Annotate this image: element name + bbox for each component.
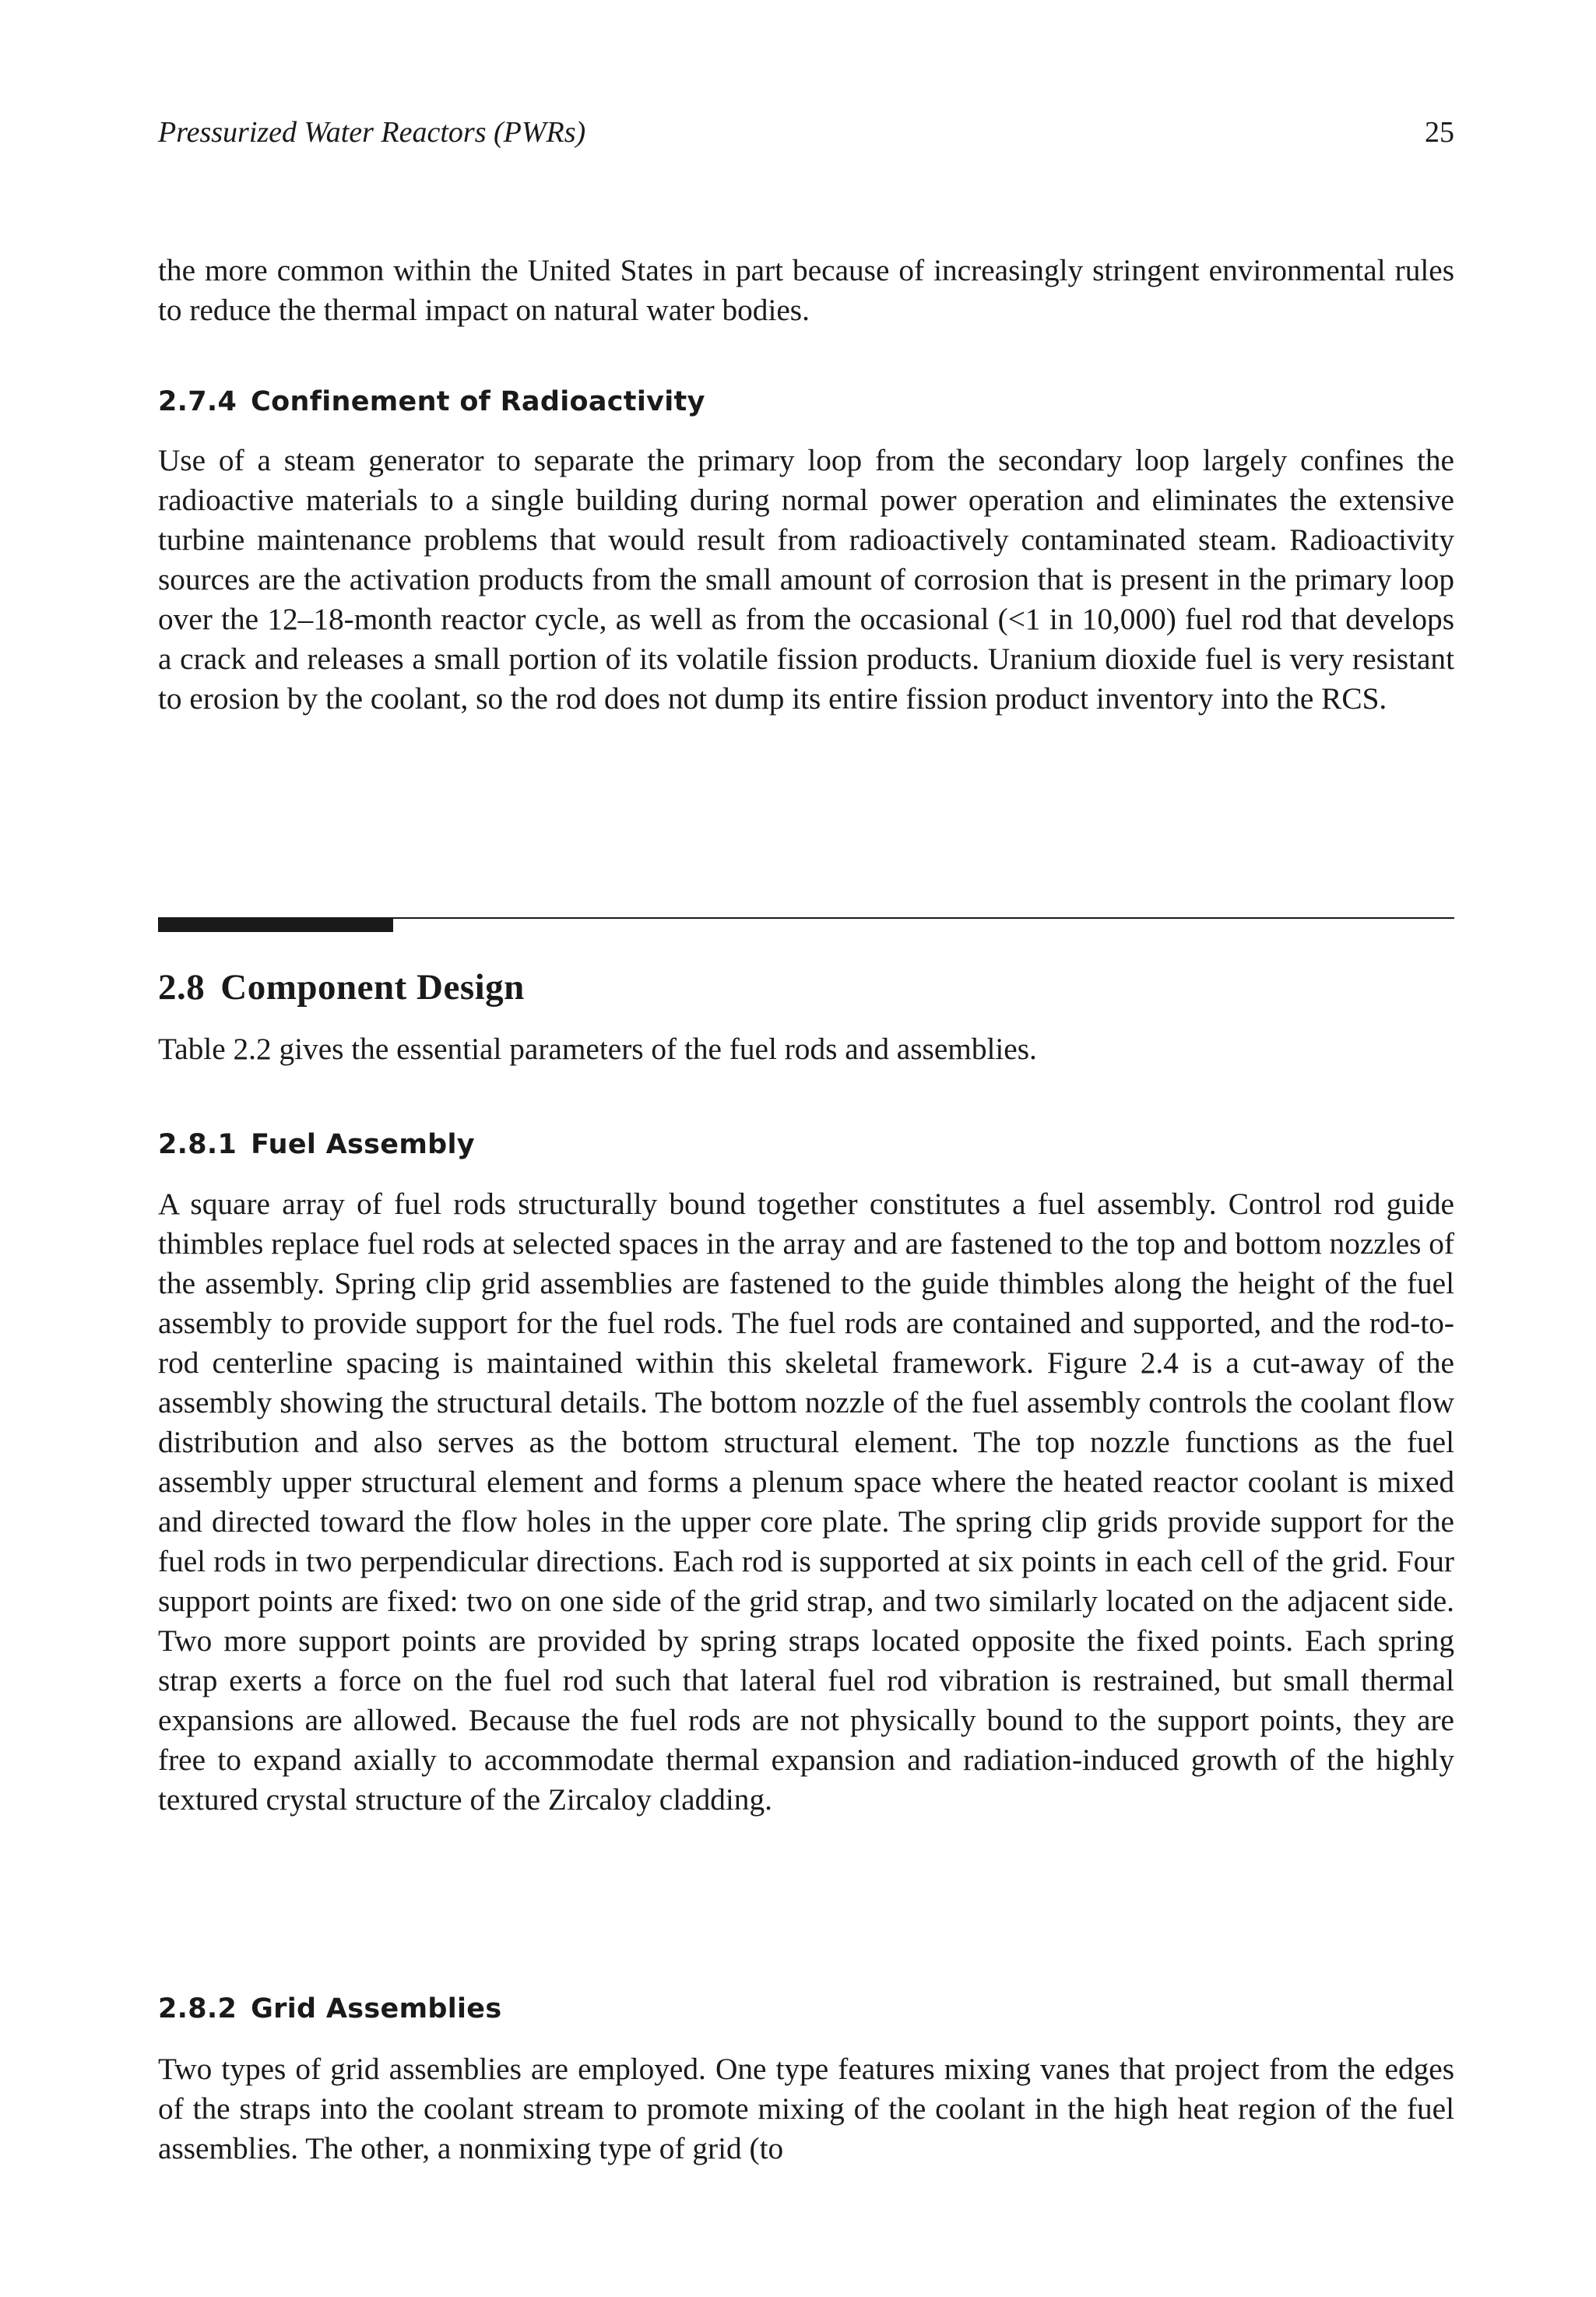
intro-paragraph: the more common within the United States in part because of increasingly stringent environmental rules to reduce the thermal impact on natural water bodies. [158, 253, 1454, 327]
heading-2-8-1 [158, 1127, 475, 1162]
heading-2-8-1-title: Fuel Assembly [251, 1129, 475, 1160]
heading-2-8 [158, 966, 525, 1009]
heading-2-8-2-title: Grid Assemblies [251, 1993, 502, 2024]
running-title: Pressurized Water Reactors (PWRs) [158, 116, 586, 149]
heading-2-8-2-number: 2.8.2 [158, 1993, 237, 2024]
paragraph-2-8-2: Two types of grid assemblies are employed. One type features mixing vanes that project from the edges of the straps into the coolant stream to promote mixing of the coolant in the high heat region of the fuel assemblies. The other, a nonmixing type of grid (to [158, 2052, 1454, 2165]
heading-2-7-4-number: 2.7.4 [158, 386, 237, 417]
paragraph-2-8: Table 2.2 gives the essential parameters of the fuel rods and assemblies. [158, 1032, 1037, 1066]
paragraph-2-8-1: A square array of fuel rods structurally bound together constitutes a fuel assembly. Control rod guide thimbles replace fuel rods at selected spaces in the array and are fastened to the top and bottom nozzles of the assembly. Spring clip grid assemblies are fastened to the guide thimbles along the height of the fuel assembly to provide support for the fuel rods. The fuel rods are contained and supported, and the rod-to-rod centerline spacing is maintained within this skeletal framework. Figure 2.4 is a cut-away of the assembly showing the structural details. The bottom nozzle of the fuel assembly controls the coolant flow distribution and also serves as the bottom structural element. The top nozzle functions as the fuel assembly upper structural element and forms a plenum space where the heated reactor coolant is mixed and directed toward the flow holes in the upper core plate. The spring clip grids provide support for the fuel rods in two perpendicular directions. Each rod is supported at six points in each cell of the grid. Four support points are fixed: two on one side of the grid strap, and two similarly located on the adjacent side. Two more support points are provided by spring straps located opposite the fixed points. Each spring strap exerts a force on the fuel rod such that lateral fuel rod vibration is restrained, but small thermal expansions are allowed. Because the fuel rods are not physically bound to the support points, they are free to expand axially to accommodate thermal expansion and radiation-induced growth of the highly textured crystal structure of the Zircaloy cladding. [158, 1187, 1454, 1817]
paragraph-2-8-block [158, 1029, 1454, 1069]
paragraph-2-8-1-block [158, 1184, 1454, 1820]
paragraph-2-8-2-block [158, 2049, 1454, 2169]
heading-2-8-2 [158, 1992, 501, 2026]
heading-2-7-4-title: Confinement of Radioactivity [251, 386, 705, 417]
paragraph-2-7-4: Use of a steam generator to separate the primary loop from the secondary loop largely confines the radioactive materials to a single building during normal power operation and eliminates the extensive turbine maintenance problems that would result from radioactively contaminated steam. Radioactivity sources are the activation products from the small amount of corrosion that is present in the primary loop over the 12–18-month reactor cycle, as well as from the occasional (<1 in 10,000) fuel rod that develops a crack and releases a small portion of its volatile fission products. Uranium dioxide fuel is very resistant to erosion by the coolant, so the rod does not dump its entire fission product inventory into the RCS. [158, 443, 1454, 716]
running-head [158, 114, 1454, 151]
section-rule-thick [158, 919, 393, 932]
heading-2-8-1-number: 2.8.1 [158, 1129, 237, 1160]
heading-2-7-4 [158, 385, 705, 419]
paragraph-2-7-4-block [158, 441, 1454, 719]
heading-2-8-number: 2.8 [158, 967, 206, 1008]
page-number: 25 [1425, 116, 1454, 149]
heading-2-8-title: Component Design [220, 967, 525, 1008]
intro-paragraph-block [158, 251, 1454, 330]
